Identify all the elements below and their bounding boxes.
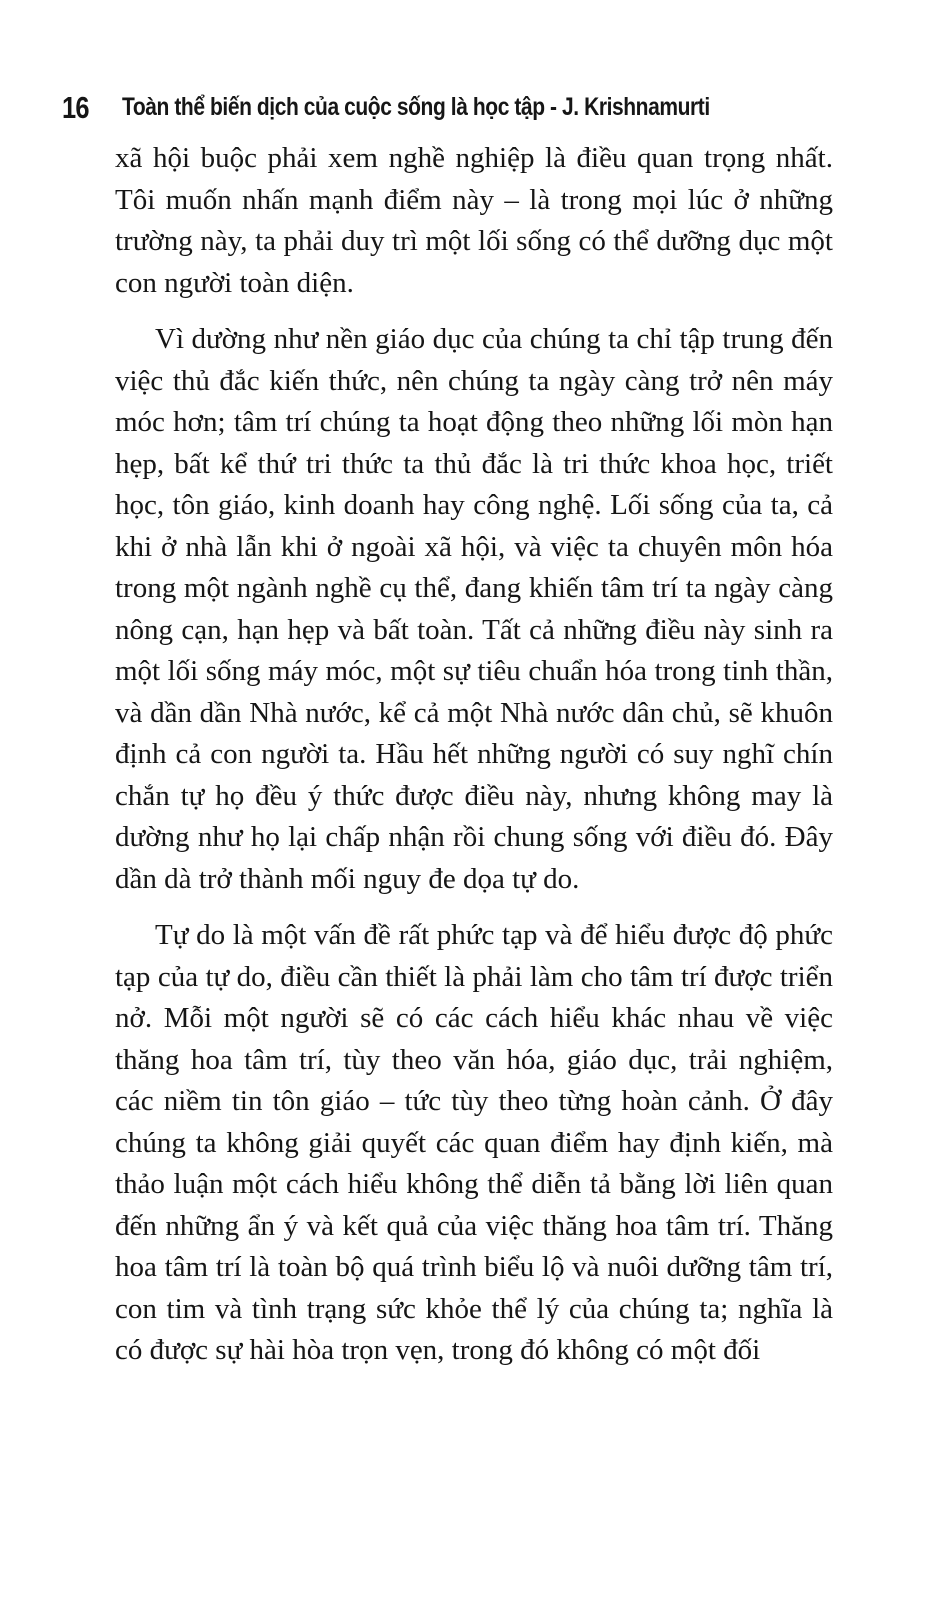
body-text [115,138,833,1387]
paragraph: Vì dường như nền giáo dục của chúng ta chỉ tập trung đến việc thủ đắc kiến thức, nên chúng ta ngày càng trở nên máy móc hơn; tâm trí chúng ta hoạt động theo những lối mòn hạn hẹp, bất kể thứ tri thức ta thủ đắc là tri thức khoa học, triết học, tôn giáo, kinh doanh hay công nghệ. Lối sống của ta, cả khi ở nhà lẫn khi ở ngoài xã hội, và việc ta chuyên môn hóa trong một ngành nghề cụ thể, đang khiến tâm trí ta ngày càng nông cạn, hạn hẹp và bất toàn. Tất cả những điều này sinh ra một lối sống máy móc, một sự tiêu chuẩn hóa trong tinh thần, và dần dần Nhà nước, kể cả một Nhà nước dân chủ, sẽ khuôn định cả con người ta. Hầu hết những người có suy nghĩ chín chắn tự họ đều ý thức được điều này, nhưng không may là dường như họ lại chấp nhận rồi chung sống với điều đó. Đây dần dà trở thành mối nguy đe dọa tự do. [115,323,833,895]
paragraph: Tự do là một vấn đề rất phức tạp và để hiểu được độ phức tạp của tự do, điều cần thiết là phải làm cho tâm trí được triển nở. Mỗi một người sẽ có các cách hiểu khác nhau về việc thăng hoa tâm trí, tùy theo văn hóa, giáo dục, trải nghiệm, các niềm tin tôn giáo – tức tùy theo từng hoàn cảnh. Ở đây chúng ta không giải quyết các quan điểm hay định kiến, mà thảo luận một cách hiểu không thể diễn tả bằng lời liên quan đến những ẩn ý và kết quả của việc thăng hoa tâm trí. Thăng hoa tâm trí là toàn bộ quá trình biểu lộ và nuôi dưỡng tâm trí, con tim và tình trạng sức khỏe thể lý của chúng ta; nghĩa là có được sự hài hòa trọn vẹn, trong đó không có một đối [115,919,833,1366]
running-title: Toàn thể biến dịch của cuộc sống là học tập - J. Krishnamurti [122,93,711,121]
running-header [62,90,835,130]
page-number: 16 [62,90,89,125]
paragraph: xã hội buộc phải xem nghề nghiệp là điều quan trọng nhất. Tôi muốn nhấn mạnh điểm này – là trong mọi lúc ở những trường này, ta phải duy trì một lối sống có thể dưỡng dục một con người toàn diện. [115,142,833,299]
